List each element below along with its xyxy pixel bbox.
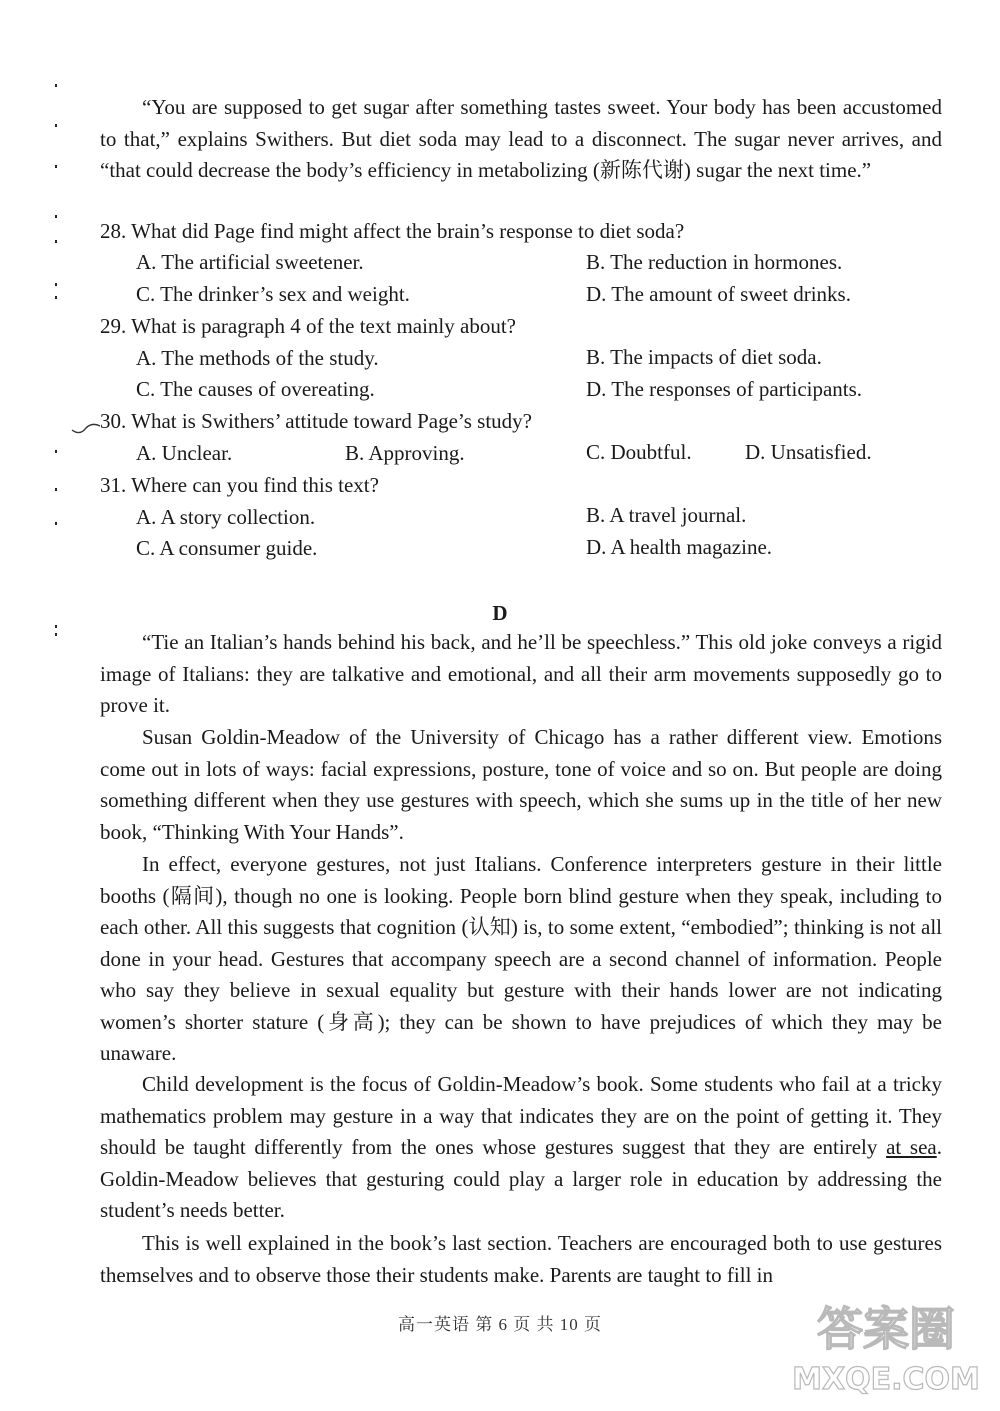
margin-dot [55,522,57,525]
question-28-option-a: A. The artificial sweetener. [136,250,364,274]
passage-d-heading: D [492,601,508,625]
question-31-option-d: D. A health magazine. [586,535,773,559]
pen-mark-icon [70,420,102,436]
margin-dot [55,84,57,87]
passage-d-paragraph-5: This is well explained in the book’s last section. Teachers are encouraged both to use gestures themselves and to observe those their students make. Parents are taught to fill in [100,1231,942,1287]
margin-dot [55,240,57,243]
question-29-option-c: C. The causes of overeating. [136,377,375,401]
question-30-stem: 30. What is Swithers’ attitude toward Page’s study? [100,409,532,433]
question-30-option-c: C. Doubtful. [586,440,692,464]
margin-dot [55,296,57,299]
question-31-option-b: B. A travel journal. [586,503,747,527]
question-30-option-b: B. Approving. [345,441,465,465]
question-29-option-a: A. The methods of the study. [136,346,379,370]
question-30-option-a: A. Unclear. [136,441,233,465]
question-28-option-c: C. The drinker’s sex and weight. [136,282,410,306]
question-29-stem: 29. What is paragraph 4 of the text mainly about? [100,314,516,338]
paragraph-4-text-end: . Goldin-Meadow believes that gesturing could play a larger role in education by addressing the student’s needs better. [100,1135,942,1222]
question-28-option-d: D. The amount of sweet drinks. [586,282,851,306]
margin-dot [55,450,57,453]
question-31-option-a: A. A story collection. [136,505,316,529]
watermark-cn: 答案圈 [817,1302,955,1356]
passage-d-paragraph-3: In effect, everyone gestures, not just Italians. Conference interpreters gesture in their little booths (隔间), though no one is looking. People born blind gesture when they speak, including to each other. All this suggests that cognition (认知) is, to some extent, “embodied”; thinking is not all done in your head. Gestures that accompany speech are a second channel of information. People who say they believe in sexual equality but gesture with their hands lower are not indicating women’s shorter stature (身高); they can be shown to have prejudices of which they may be unaware. [100,852,942,1065]
watermark-logo [786,1293,986,1403]
margin-dot [55,488,57,491]
question-31-stem: 31. Where can you find this text? [100,473,379,497]
question-28-stem: 28. What did Page find might affect the brain’s response to diet soda? [100,219,685,243]
underlined-phrase: at sea [886,1135,937,1159]
paragraph-4-text: Child development is the focus of Goldin-Meadow’s book. Some students who fail at a tricky mathematics problem may gesture in a way that indicates they are on the point of getting it. They should be taught differently from the ones whose gestures suggest that they are entirely [100,1072,942,1159]
page-footer: 高一英语 第 6 页 共 10 页 [398,1315,602,1334]
watermark-en: MXQE.COM [792,1362,980,1397]
margin-dot [55,165,57,168]
passage-d-paragraph-2: Susan Goldin-Meadow of the University of Chicago has a rather different view. Emotions come out in lots of ways: facial expressions, posture, tone of voice and so on. But people are doing something different when they use gestures with speech, which she sums up in the title of her new book, “Thinking With Your Hands”. [100,725,942,844]
question-31-option-c: C. A consumer guide. [136,536,318,560]
passage-c-paragraph: “You are supposed to get sugar after something tastes sweet. Your body has been accustomed to that,” explains Swithers. But diet soda may lead to a disconnect. The sugar never arrives, and “that could decrease the body’s efficiency in metabolizing (新陈代谢) sugar the next time.” [100,95,942,182]
passage-d-paragraph-4 [100,1069,942,1227]
margin-dot [55,633,57,636]
margin-dot [55,283,57,286]
passage-d-paragraph-1: “Tie an Italian’s hands behind his back, and he’ll be speechless.” This old joke conveys a rigid image of Italians: they are talkative and emotional, and all their arm movements supposedly go to prove it. [100,630,942,717]
margin-dot [55,124,57,127]
question-28-option-b: B. The reduction in hormones. [586,250,843,274]
question-29-option-d: D. The responses of participants. [586,377,863,401]
margin-dot [55,215,57,218]
question-29-option-b: B. The impacts of diet soda. [586,345,822,369]
question-30-option-d: D. Unsatisfied. [745,440,872,464]
